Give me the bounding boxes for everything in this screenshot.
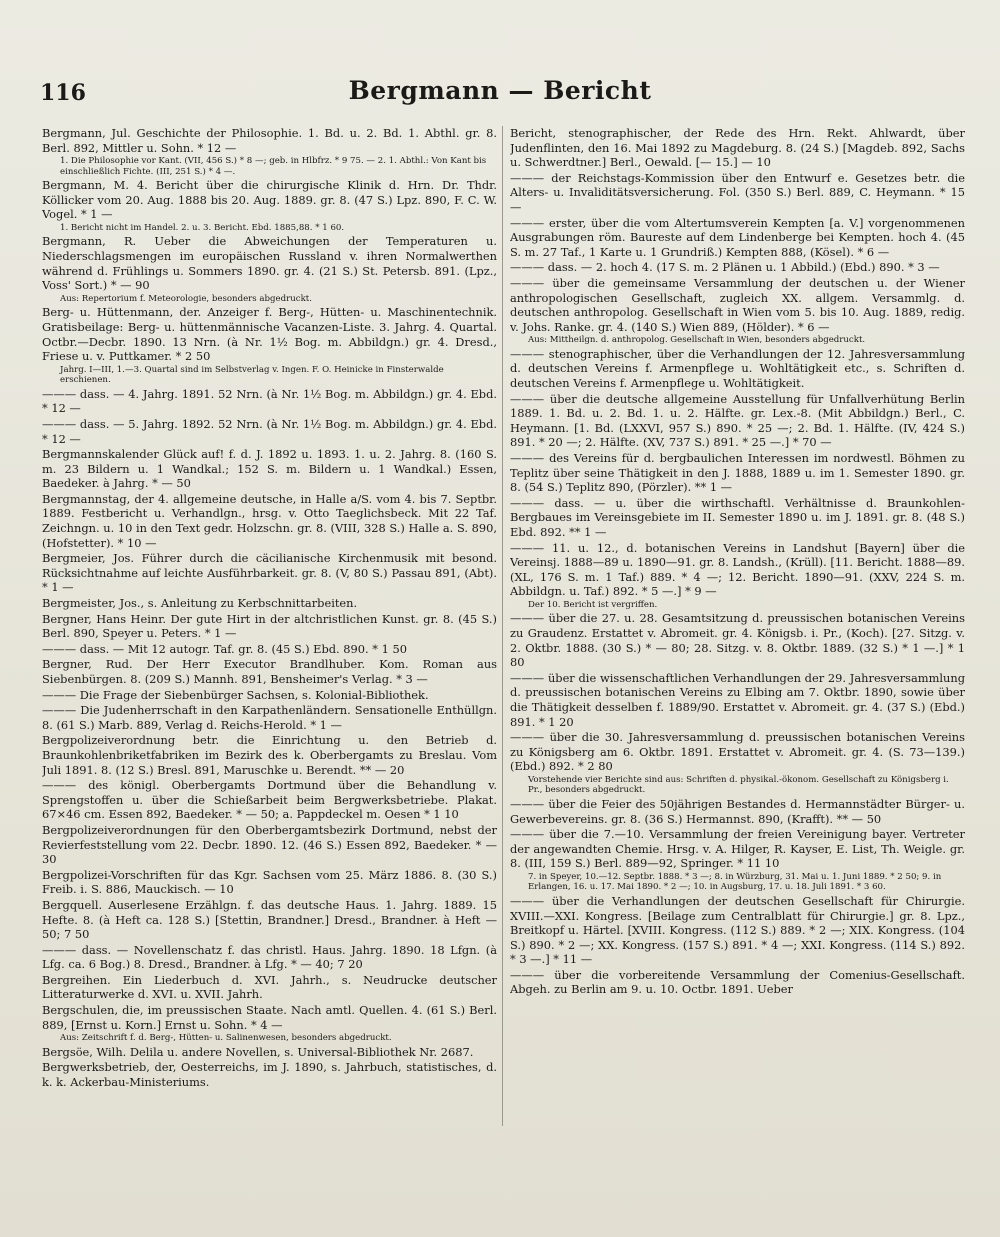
bibliography-entry: Bergwerksbetrieb, der, Oesterreichs, im J. 1890, s. Jahrbuch, statistisches, d. k. k. Ackerbau-Ministeriums.	[42, 1060, 497, 1089]
entry-note: Aus: Mittheilgn. d. anthropolog. Gesellschaft in Wien, besonders abgedruckt.	[528, 335, 866, 346]
entry-note: 7. in Speyer, 10.—12. Septbr. 1888. * 3 —; 8. in Würzburg, 31. Mai u. 1. Juni 1889. * 2 50; 9. in Erlangen, 16. u. 17. Mai 1890. * 2 —; 10. in Augsburg, 17. u. 18. Juli 1891. * 3 60.	[528, 871, 942, 893]
bibliography-entry: ——— über die Verhandlungen der deutschen Gesellschaft für Chirurgie. XVIII.—XXI. Kongress. [Beilage zum Centralblatt für Chirurgie.] gr. 8. Lpz., Breitkopf u. Härtel. [XVIII. Kongress. (112 S.) 889. * 2 —; XIX. Kongress. (104 S.) 890. * 2 —; XX. Kongress. (157 S.) 891. * 4 —; XXI. Kongress. (114 S.) 892. * 3 —.] * 11 —	[510, 893, 965, 967]
bibliography-entry: ——— 11. u. 12., d. botanischen Vereins in Landshut [Bayern] über die Vereinsj. 1888—89 u. 1890—91. gr. 8. Landsh., (Krüll). [11. Bericht. 1888—89. (XL, 176 S. m. 1 Taf.) 889. * 4 —; 12. Bericht. 1890—91. (XXV, 224 S. m. Abbildgn. u. Taf.) 892. * 5 —.] * 9 —	[510, 540, 965, 599]
bibliography-entry: ——— über die 27. u. 28. Gesamtsitzung d. preussischen botanischen Vereins zu Graudenz. Erstattet v. Abromeit. gr. 4. Königsb. i. Pr., (Koch). [27. Sitzg. v. 2. Oktbr. 1888. (30 S.) * — 80; 28. Sitzg. v. 8. Oktbr. 1889. (32 S.) * 1 —.] * 1 80	[510, 611, 965, 670]
bibliography-entry: ——— der Reichstags-Kommission über den Entwurf e. Gesetzes betr. die Alters- u. Invaliditätsversicherung. Fol. (350 S.) Berl. 889, C. Heymann. * 15 —	[510, 170, 965, 214]
bibliography-entry: ——— dass. — 2. hoch 4. (17 S. m. 2 Plänen u. 1 Abbild.) (Ebd.) 890. * 3 —	[510, 260, 940, 275]
bibliography-entry: ——— über die vorbereitende Versammlung der Comenius-Gesellschaft. Abgeh. zu Berlin am 9. u. 10. Octbr. 1891. Ueber	[510, 967, 965, 997]
bibliography-entry: ——— des königl. Oberbergamts Dortmund über die Behandlung v. Sprengstoffen u. über die Schießarbeit beim Bergwerksbetriebe. Plakat. 67×46 cm. Essen 892, Baedeker. * — 50; a. Pappdeckel m. Oesen * 1 10	[42, 778, 497, 822]
bibliography-entry: ——— über die 30. Jahresversammlung d. preussischen botanischen Vereins zu Königsberg am 6. Oktbr. 1891. Erstattet v. Abromeit. gr. 4. (S. 73—139.) (Ebd.) 892. * 2 80	[510, 730, 965, 774]
bibliography-entry: ——— Die Judenherrschaft in den Karpathenländern. Sensationelle Enthüllgn. 8. (61 S.) Marb. 889, Verlag d. Reichs-Herold. * 1 —	[42, 703, 497, 732]
bibliography-entry: ——— über die deutsche allgemeine Ausstellung für Unfallverhütung Berlin 1889. 1. Bd. u. 2. Bd. 1. u. 2. Hälfte. gr. Lex.-8. (Mit Abbildgn.) Berl., C. Heymann. [1. Bd. (LXXVI, 957 S.) 890. * 25 —; 2. Bd. 1. Hälfte. (IV, 424 S.) 891. * 20 —; 2. Hälfte. (XV, 737 S.) 891. * 25 —.] * 70 —	[510, 391, 965, 450]
page-header	[40, 76, 960, 116]
bibliography-entry: ——— erster, über die vom Altertumsverein Kempten [a. V.] vorgenommenen Ausgrabungen röm. Baureste auf dem Lindenberge bei Kempten. hoch 4. (45 S. m. 27 Taf., 1 Karte u. 1 Grundriß.) Kempten 888, (Kösel). * 6 —	[510, 215, 965, 259]
running-head: Bergmann — Bericht	[348, 76, 652, 105]
entry-note: 1. Bericht nicht im Handel. 2. u. 3. Bericht. Ebd. 1885,88. * 1 60.	[60, 222, 345, 233]
bibliography-entry: Bergner, Rud. Der Herr Executor Brandlhuber. Kom. Roman aus Siebenbürgen. 8. (209 S.) Mannh. 891, Bensheimer's Verlag. * 3 —	[42, 657, 497, 686]
bibliography-entry: Bergpolizeiverordnung betr. die Einrichtung u. den Betrieb d. Braunkohlenbriketfabriken im Bezirk des k. Oberbergamts zu Breslau. Vom Juli 1891. 8. (12 S.) Bresl. 891, Maruschke u. Berendt. ** — 20	[42, 733, 497, 777]
entry-note: Aus: Zeitschrift f. d. Berg-, Hütten- u. Salinenwesen, besonders abgedruckt.	[60, 1033, 392, 1044]
bibliography-entry: ——— dass. — 4. Jahrg. 1891. 52 Nrn. (à Nr. 1½ Bog. m. Abbildgn.) gr. 4. Ebd. * 12 —	[42, 386, 497, 416]
entry-note: 1. Die Philosophie vor Kant. (VII, 456 S.) * 8 —; geb. in Hlbfrz. * 9 75. — 2. 1. Abthl.: Von Kant bis einschließlich Fichte. (III, 251 S.) * 4 —.	[60, 156, 487, 177]
bibliography-entry: Bericht, stenographischer, der Rede des Hrn. Rekt. Ahlwardt, über Judenflinten, den 16. Mai 1892 zu Magdeburg. 8. (24 S.) [Magdeb. 892, Sachs u. Schwerdtner.] Berl., Oewald. [— 15.] — 10	[510, 126, 965, 170]
bibliography-entry: Bergquell. Auserlesene Erzählgn. f. das deutsche Haus. 1. Jahrg. 1889. 15 Hefte. 8. (à Heft ca. 128 S.) [Stettin, Brandner.] Dresd., Brandner. à Heft — 50; 7 50	[42, 897, 497, 942]
bibliography-entry: Bergsöe, Wilh. Delila u. andere Novellen, s. Universal-Bibliothek Nr. 2687.	[42, 1044, 474, 1059]
bibliography-entry: Bergmann, Jul. Geschichte der Philosophie. 1. Bd. u. 2. Bd. 1. Abthl. gr. 8. Berl. 892, Mittler u. Sohn. * 12 —	[42, 126, 497, 155]
bibliography-entry: ——— über die gemeinsame Versammlung der deutschen u. der Wiener anthropologischen Gesellschaft, zugleich XX. allgem. Versammlg. d. deutschen anthropolog. Gesellschaft in Wien vom 5. bis 10. Aug. 1889, redig. v. Johs. Ranke. gr. 4. (140 S.) Wien 889, (Hölder). * 6 —	[510, 275, 965, 334]
bibliography-entry: Bergmeier, Jos. Führer durch die cäcilianische Kirchenmusik mit besond. Rücksichtnahme auf leichte Ausführbarkeit. gr. 8. (V, 80 S.) Passau 891, (Abt). * 1 —	[42, 551, 497, 595]
bibliography-entry: Bergschulen, die, im preussischen Staate. Nach amtl. Quellen. 4. (61 S.) Berl. 889, [Ernst u. Korn.] Ernst u. Sohn. * 4 —	[42, 1003, 497, 1032]
entry-note: Der 10. Bericht ist vergriffen.	[528, 599, 658, 610]
bibliography-entry: ——— dass. — u. über die wirthschaftl. Verhältnisse d. Braunkohlen-Bergbaues im Vereinsgebiete im II. Semester 1890 u. im J. 1891. gr. 8. (48 S.) Ebd. 892. ** 1 —	[510, 495, 965, 539]
bibliography-entry: Bergmannskalender Glück auf! f. d. J. 1892 u. 1893. 1. u. 2. Jahrg. 8. (160 S. m. 23 Bildern u. 1 Wandkal.; 152 S. m. Bildern u. 1 Wandkal.) Essen, Baedeker. à Jahrg. * — 50	[42, 447, 497, 491]
bibliography-entry: Bergpolizei-Vorschriften für das Kgr. Sachsen vom 25. März 1886. 8. (30 S.) Freib. i. S. 886, Mauckisch. — 10	[42, 867, 497, 897]
bibliography-entry: Berg- u. Hüttenmann, der. Anzeiger f. Berg-, Hütten- u. Maschinentechnik. Gratisbeilage: Berg- u. hüttenmännische Vacanzen-Liste. 3. Jahrg. 4. Quartal. Octbr.—Decbr. 1890. 13 Nrn. (à Nr. 1½ Bog. m. Abbildgn.) gr. 4. Dresd., Friese u. v. Puttkamer. * 2 50	[42, 305, 497, 364]
left-column	[42, 126, 497, 1146]
entry-note: Jahrg. I—III, 1.—3. Quartal sind im Selbstverlag v. Ingen. F. O. Heinicke in Finsterwalde erschienen.	[60, 364, 444, 386]
entry-note: Aus: Repertorium f. Meteorologie, besonders abgedruckt.	[60, 293, 312, 304]
bibliography-entry: ——— stenographischer, über die Verhandlungen der 12. Jahresversammlung d. deutschen Vereins f. Armenpflege u. Wohltätigkeit etc., s. Schriften d. deutschen Vereins f. Armenpflege u. Wohltätigkeit.	[510, 346, 965, 390]
page-number: 116	[40, 80, 86, 106]
bibliography-entry: Bergmann, R. Ueber die Abweichungen der Temperaturen u. Niederschlagsmengen im europäischen Russland v. ihren Normalwerthen während d. Frühlings u. Sommers 1890. gr. 4. (21 S.) St. Petersb. 891. (Lpz., Voss' Sort.) * — 90	[42, 234, 497, 293]
bibliography-entry: Bergner, Hans Heinr. Der gute Hirt in der altchristlichen Kunst. gr. 8. (45 S.) Berl. 890, Speyer u. Peters. * 1 —	[42, 611, 497, 641]
right-column	[510, 126, 965, 1146]
bibliography-entry: ——— über die 7.—10. Versammlung der freien Vereinigung bayer. Vertreter der angewandten Chemie. Hrsg. v. A. Hilger, R. Kayser, E. List, Th. Weigle. gr. 8. (III, 159 S.) Berl. 889—92, Springer. * 11 10	[510, 827, 965, 871]
bibliography-entry: ——— dass. — 5. Jahrg. 1892. 52 Nrn. (à Nr. 1½ Bog. m. Abbildgn.) gr. 4. Ebd. * 12 —	[42, 416, 497, 446]
bibliography-entry: ——— über die Feier des 50jährigen Bestandes d. Hermannstädter Bürger- u. Gewerbevereins. gr. 8. (36 S.) Hermannst. 890, (Krafft). ** — 50	[510, 796, 965, 826]
bibliography-entry: Bergmannstag, der 4. allgemeine deutsche, in Halle a/S. vom 4. bis 7. Septbr. 1889. Festbericht u. Verhandlgn., hrsg. v. Otto Taeglichsbeck. Mit 22 Taf. Zeichngn. u. 10 in den Text gedr. Holzschn. gr. 8. (VIII, 328 S.) Halle a. S. 890, (Hofstetter). * 10 —	[42, 491, 497, 550]
bibliography-entry: Bergmann, M. 4. Bericht über die chirurgische Klinik d. Hrn. Dr. Thdr. Köllicker vom 20. Aug. 1888 bis 20. Aug. 1889. gr. 8. (47 S.) Lpz. 890, F. C. W. Vogel. * 1 —	[42, 178, 497, 222]
entry-note: Vorstehende vier Berichte sind aus: Schriften d. physikal.-ökonom. Gesellschaft zu Königsberg i. Pr., besonders abgedruckt.	[528, 774, 949, 796]
bibliography-entry: ——— dass. — Novellenschatz f. das christl. Haus. Jahrg. 1890. 18 Lfgn. (à Lfg. ca. 6 Bog.) 8. Dresd., Brandner. à Lfg. * — 40; 7 20	[42, 942, 497, 972]
bibliography-entry: ——— Die Frage der Siebenbürger Sachsen, s. Kolonial-Bibliothek.	[42, 687, 429, 702]
bibliography-entry: Bergreihen. Ein Liederbuch d. XVI. Jahrh., s. Neudrucke deutscher Litteraturwerke d. XVI. u. XVII. Jahrh.	[42, 972, 497, 1002]
bibliography-entry: ——— dass. — Mit 12 autogr. Taf. gr. 8. (45 S.) Ebd. 890. * 1 50	[42, 641, 407, 656]
bibliography-entry: Bergmeister, Jos., s. Anleitung zu Kerbschnittarbeiten.	[42, 596, 358, 611]
column-divider	[502, 126, 503, 1126]
bibliography-entry: Bergpolizeiverordnungen für den Oberbergamtsbezirk Dortmund, nebst der Revierfeststellung vom 22. Decbr. 1890. 12. (46 S.) Essen 892, Baedeker. * — 30	[42, 822, 497, 867]
bibliography-entry: ——— über die wissenschaftlichen Verhandlungen der 29. Jahresversammlung d. preussischen botanischen Vereins zu Elbing am 7. Oktbr. 1890, sowie über die Thätigkeit desselben f. 1889/90. Erstattet v. Abromeit. gr. 4. (37 S.) (Ebd.) 891. * 1 20	[510, 670, 965, 729]
bibliography-entry: ——— des Vereins für d. bergbaulichen Interessen im nordwestl. Böhmen zu Teplitz über seine Thätigkeit in den J. 1888, 1889 u. im 1. Semester 1890. gr. 8. (54 S.) Teplitz 890, (Pörzler). ** 1 —	[510, 450, 965, 495]
